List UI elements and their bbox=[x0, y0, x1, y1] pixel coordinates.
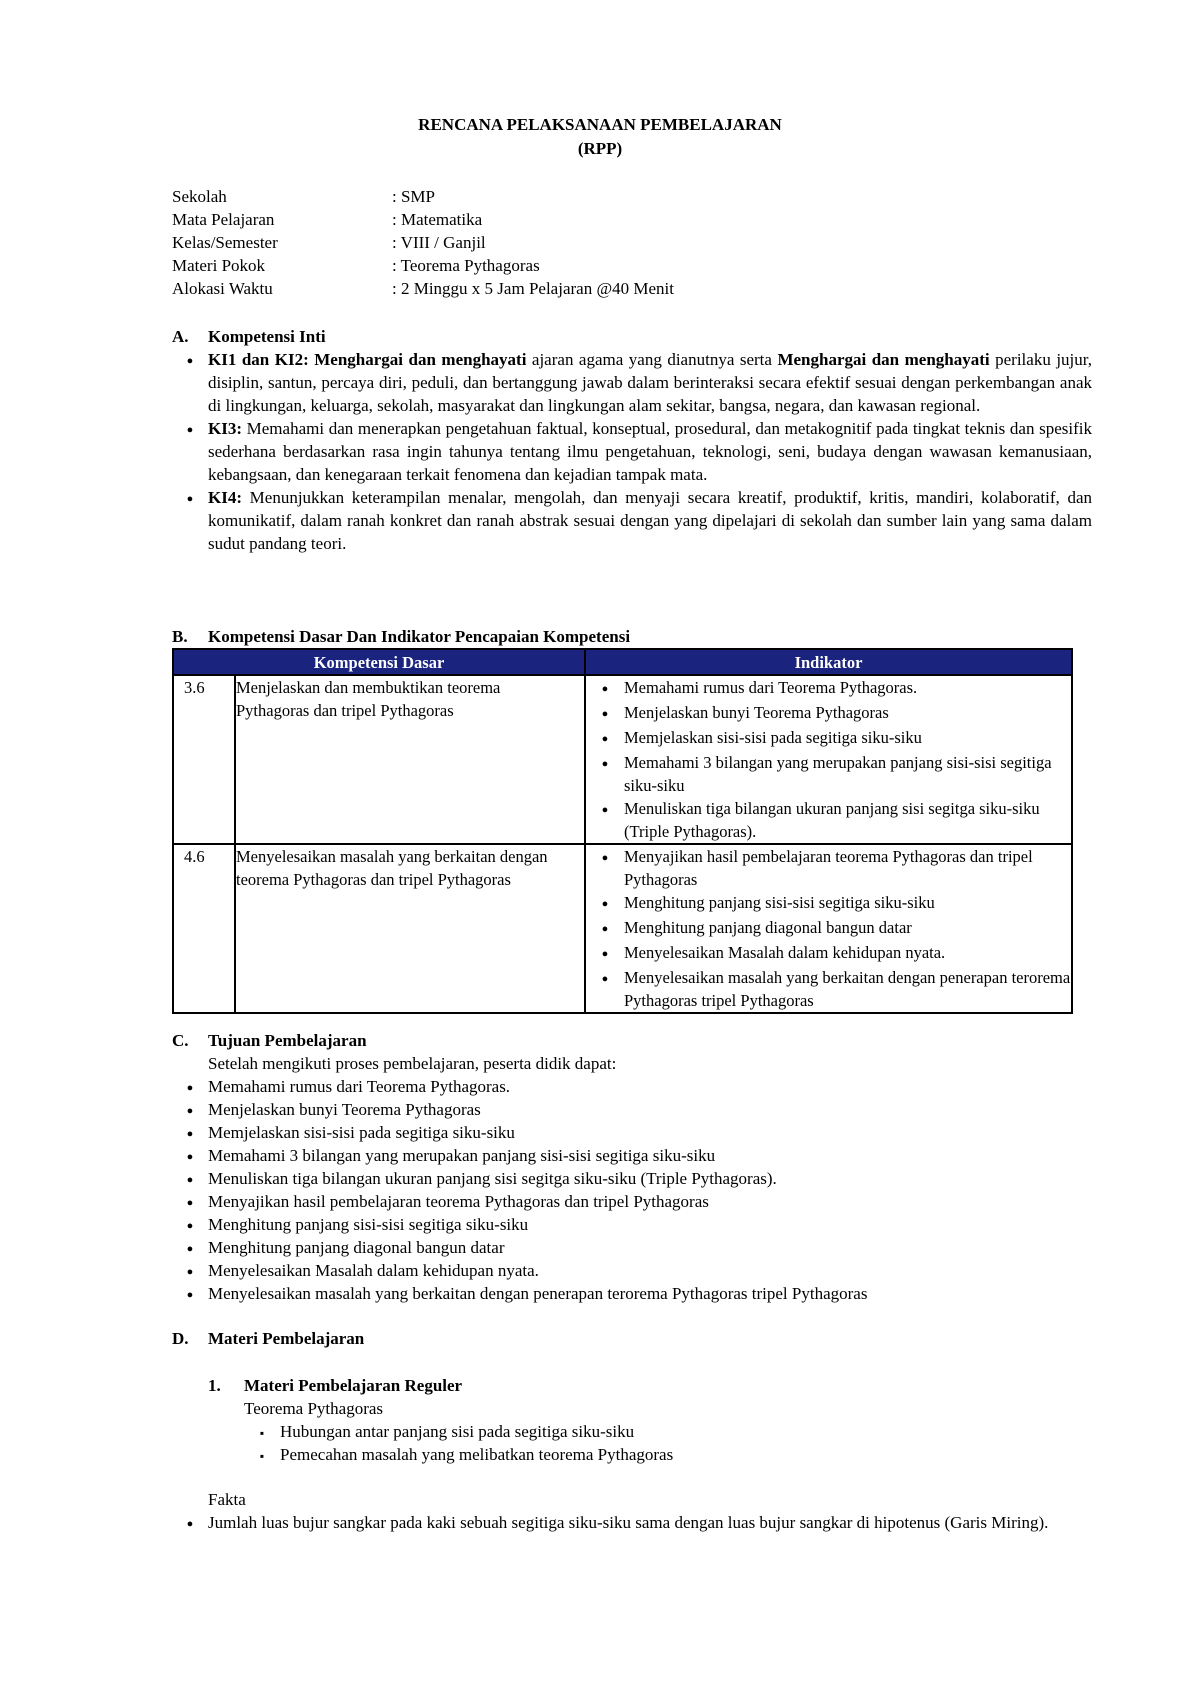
bullet-icon bbox=[586, 751, 624, 797]
info-label: Sekolah bbox=[172, 187, 227, 206]
table-row bbox=[173, 675, 1072, 844]
bullet-icon bbox=[172, 1259, 208, 1282]
indicator-text: Menjelaskan bunyi Teorema Pythagoras bbox=[624, 703, 889, 722]
identity-block bbox=[172, 185, 674, 300]
bullet-icon bbox=[586, 966, 624, 1012]
materi-list bbox=[244, 1420, 673, 1466]
ki-lead: KI3: bbox=[208, 419, 242, 438]
tujuan-text: Menuliskan tiga bilangan ukuran panjang sisi segitga siku-siku (Triple Pythagoras). bbox=[208, 1169, 777, 1188]
info-value: : 2 Minggu x 5 Jam Pelajaran @40 Menit bbox=[392, 279, 674, 298]
list-item bbox=[172, 1098, 1092, 1121]
tujuan-text: Menyelesaikan masalah yang berkaitan dengan penerapan terorema Pythagoras tripel Pythagoras bbox=[208, 1284, 868, 1303]
ki-text: Memahami dan menerapkan pengetahuan faktual, konseptual, prosedural, dan metakognitif pada tingkat teknis dan spesifik sederhana berdasarkan rasa ingin tahunya tentang ilmu pengetahuan, teknologi, seni, budaya dengan wawasan kemanusiaan, kebangsaan, dan kenegaraan terkait fenomena dan kejadian tampak mata. bbox=[208, 419, 1092, 484]
bullet-icon bbox=[586, 726, 624, 751]
list-item bbox=[172, 1511, 1092, 1536]
tujuan-text: Memahami 3 bilangan yang merupakan panjang sisi-sisi segitiga siku-siku bbox=[208, 1146, 716, 1165]
tujuan-text: Menghitung panjang diagonal bangun datar bbox=[208, 1238, 505, 1257]
section-a-heading bbox=[172, 325, 326, 348]
indicator-text: Memjelaskan sisi-sisi pada segitiga siku-siku bbox=[624, 728, 922, 747]
list-item bbox=[586, 891, 1071, 916]
tujuan-text: Menghitung panjang sisi-sisi segitiga siku-siku bbox=[208, 1215, 529, 1234]
indicator-text: Menyajikan hasil pembelajaran teorema Pythagoras dan tripel Pythagoras bbox=[624, 847, 1033, 889]
list-item bbox=[586, 916, 1071, 941]
tujuan-text: Menjelaskan bunyi Teorema Pythagoras bbox=[208, 1100, 481, 1119]
section-title: Materi Pembelajaran bbox=[208, 1329, 365, 1348]
bullet-icon bbox=[172, 486, 208, 555]
bullet-icon bbox=[172, 1282, 208, 1305]
subsection-title: Materi Pembelajaran Reguler bbox=[244, 1376, 463, 1395]
list-item bbox=[586, 676, 1071, 701]
square-bullet-icon bbox=[244, 1443, 280, 1466]
ki-text: Menunjukkan keterampilan menalar, mengolah, dan menyaji secara kreatif, produktif, kritis, mandiri, kolaboratif, dan komunikatif, dalam ranah konkret dan ranah abstrak sesuai dengan yang dipelajari di sekolah dan sumber lain yang sama dalam sudut pandang teori. bbox=[208, 488, 1092, 553]
list-item bbox=[172, 1075, 1092, 1098]
square-bullet-icon bbox=[244, 1420, 280, 1443]
info-value: : Matematika bbox=[392, 210, 483, 229]
list-item bbox=[172, 486, 1092, 555]
bullet-icon bbox=[586, 701, 624, 726]
bullet-icon bbox=[172, 1075, 208, 1098]
indicator-text: Menyelesaikan Masalah dalam kehidupan nyata. bbox=[624, 943, 946, 962]
section-c-heading bbox=[172, 1029, 367, 1052]
list-item bbox=[172, 1121, 1092, 1144]
list-item bbox=[172, 1236, 1092, 1259]
bullet-icon bbox=[586, 891, 624, 916]
kd-number: 4.6 bbox=[173, 844, 235, 1013]
fakta-list bbox=[172, 1511, 1092, 1536]
bullet-icon bbox=[586, 941, 624, 966]
list-item bbox=[586, 701, 1071, 726]
bullet-icon bbox=[172, 1190, 208, 1213]
section-d-heading bbox=[172, 1327, 364, 1350]
kd-text: Menyelesaikan masalah yang berkaitan dengan teorema Pythagoras dan tripel Pythagoras bbox=[235, 844, 585, 1013]
indicator-text: Menuliskan tiga bilangan ukuran panjang sisi segitga siku-siku (Triple Pythagoras). bbox=[624, 799, 1040, 841]
info-row bbox=[172, 185, 674, 208]
table-row bbox=[173, 844, 1072, 1013]
table-header: Kompetensi Dasar bbox=[173, 649, 585, 675]
indicator-text: Memahami 3 bilangan yang merupakan panjang sisi-sisi segitiga siku-siku bbox=[624, 753, 1052, 795]
kd-text: Menjelaskan dan membuktikan teorema Pythagoras dan tripel Pythagoras bbox=[235, 675, 585, 844]
info-label: Kelas/Semester bbox=[172, 233, 278, 252]
info-row bbox=[172, 208, 674, 231]
list-item bbox=[172, 1213, 1092, 1236]
ki-text: perilaku jujur, disiplin, santun, percaya diri, peduli, dan bertanggung jawab dalam berinteraksi secara efektif sesuai dengan perkembangan anak di lingkungan, keluarga, sekolah, masyarakat dan lingkungan alam sekitar, bangsa, negara, dan kawasan regional. bbox=[208, 350, 1092, 415]
tujuan-text: Memjelaskan sisi-sisi pada segitiga siku-siku bbox=[208, 1123, 515, 1142]
subsection-heading bbox=[208, 1374, 462, 1397]
list-item bbox=[172, 1190, 1092, 1213]
list-item bbox=[172, 1282, 1092, 1305]
bullet-icon bbox=[586, 916, 624, 941]
subsection-topic: Teorema Pythagoras bbox=[244, 1399, 384, 1418]
ki-bold: Menghargai dan menghayati bbox=[777, 350, 990, 369]
ki-list bbox=[172, 348, 1092, 555]
info-label: Alokasi Waktu bbox=[172, 279, 273, 298]
ki-lead: KI4: bbox=[208, 488, 242, 507]
section-b-heading bbox=[172, 625, 630, 648]
section-letter: D. bbox=[172, 1329, 189, 1348]
indicator-text: Memahami rumus dari Teorema Pythagoras. bbox=[624, 678, 918, 697]
list-item bbox=[244, 1443, 673, 1466]
tujuan-text: Menyelesaikan Masalah dalam kehidupan nyata. bbox=[208, 1261, 539, 1280]
list-item bbox=[244, 1420, 673, 1443]
fakta-text: Jumlah luas bujur sangkar pada kaki sebuah segitiga siku-siku sama dengan luas bujur sangkar di hipotenus (Garis Miring). bbox=[208, 1513, 1049, 1532]
section-title: Kompetensi Dasar Dan Indikator Pencapaian Kompetensi bbox=[208, 627, 631, 646]
section-letter: C. bbox=[172, 1031, 189, 1050]
tujuan-text: Memahami rumus dari Teorema Pythagoras. bbox=[208, 1077, 511, 1096]
document-title: RENCANA PELAKSANAAN PEMBELAJARAN bbox=[418, 115, 782, 134]
list-item bbox=[586, 845, 1071, 891]
list-item bbox=[172, 348, 1092, 417]
ki-bold: Menghargai dan menghayati bbox=[314, 350, 527, 369]
list-item bbox=[172, 417, 1092, 486]
bullet-icon bbox=[172, 1511, 208, 1536]
bullet-icon bbox=[172, 1098, 208, 1121]
bullet-icon bbox=[172, 1144, 208, 1167]
bullet-icon bbox=[172, 1167, 208, 1190]
bullet-icon bbox=[172, 348, 208, 417]
indicator-text: Menghitung panjang sisi-sisi segitiga siku-siku bbox=[624, 893, 935, 912]
indicator-cell bbox=[585, 844, 1072, 1013]
indicator-cell bbox=[585, 675, 1072, 844]
section-title: Kompetensi Inti bbox=[208, 327, 326, 346]
document-subtitle: (RPP) bbox=[577, 139, 623, 158]
ki-text: ajaran agama yang dianutnya serta bbox=[526, 350, 778, 369]
list-item bbox=[172, 1167, 1092, 1190]
list-item bbox=[586, 751, 1071, 797]
kd-table bbox=[172, 648, 1073, 1014]
bullet-icon bbox=[172, 1121, 208, 1144]
list-item bbox=[172, 1144, 1092, 1167]
materi-text: Pemecahan masalah yang melibatkan teorema Pythagoras bbox=[280, 1445, 674, 1464]
fakta-label: Fakta bbox=[208, 1490, 246, 1509]
info-value: : SMP bbox=[392, 187, 435, 206]
bullet-icon bbox=[586, 845, 624, 891]
info-label: Mata Pelajaran bbox=[172, 210, 275, 229]
bullet-icon bbox=[172, 1236, 208, 1259]
tujuan-text: Menyajikan hasil pembelajaran teorema Pythagoras dan tripel Pythagoras bbox=[208, 1192, 709, 1211]
bullet-icon bbox=[586, 676, 624, 701]
list-item bbox=[586, 726, 1071, 751]
section-letter: A. bbox=[172, 327, 189, 346]
bullet-icon bbox=[172, 1213, 208, 1236]
section-title: Tujuan Pembelajaran bbox=[208, 1031, 367, 1050]
section-c-intro: Setelah mengikuti proses pembelajaran, peserta didik dapat: bbox=[208, 1054, 617, 1073]
list-item bbox=[586, 797, 1071, 843]
indicator-text: Menghitung panjang diagonal bangun datar bbox=[624, 918, 912, 937]
list-item bbox=[586, 966, 1071, 1012]
materi-text: Hubungan antar panjang sisi pada segitiga siku-siku bbox=[280, 1422, 635, 1441]
kd-number: 3.6 bbox=[173, 675, 235, 844]
bullet-icon bbox=[172, 417, 208, 486]
info-row bbox=[172, 254, 674, 277]
list-item bbox=[172, 1259, 1092, 1282]
info-value: : Teorema Pythagoras bbox=[392, 256, 540, 275]
indicator-text: Menyelesaikan masalah yang berkaitan dengan penerapan terorema Pythagoras tripel Pythagoras bbox=[624, 968, 1071, 1010]
ki-lead: KI1 dan KI2: bbox=[208, 350, 309, 369]
info-label: Materi Pokok bbox=[172, 256, 266, 275]
table-header: Indikator bbox=[585, 649, 1072, 675]
bullet-icon bbox=[586, 797, 624, 843]
section-letter: B. bbox=[172, 627, 188, 646]
list-item bbox=[586, 941, 1071, 966]
subsection-number: 1. bbox=[208, 1376, 221, 1395]
tujuan-list bbox=[172, 1075, 1092, 1305]
info-value: : VIII / Ganjil bbox=[392, 233, 486, 252]
info-row bbox=[172, 231, 674, 254]
info-row bbox=[172, 277, 674, 300]
